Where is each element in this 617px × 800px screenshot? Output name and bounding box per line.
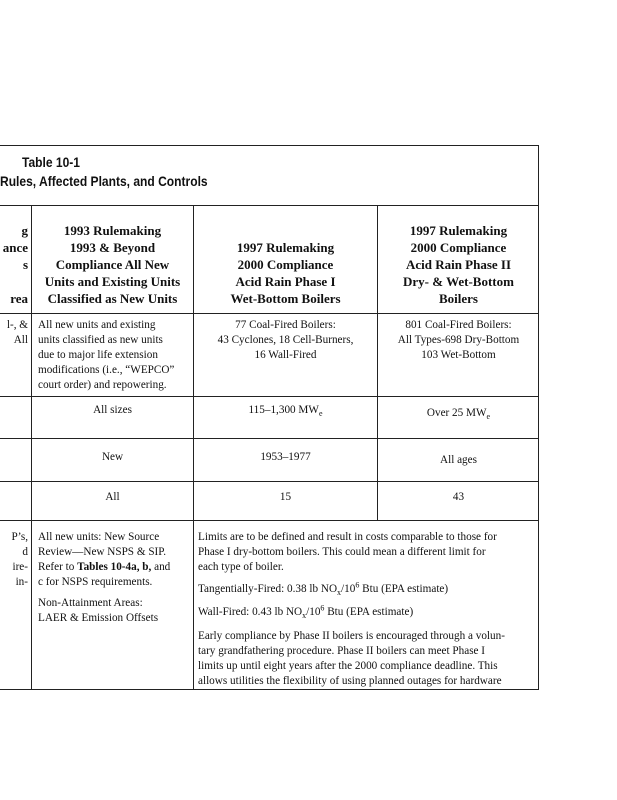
- tangential-limit: Tangentially-Fired: 0.38 lb $NO_x/10^6$ Btu (EPA estimate): [198, 580, 449, 598]
- row1-col1: All new units and existing units classified as new units due to major life extension modifications (i.e., “WEPCO” court order) and repowering.: [38, 319, 175, 391]
- table-number: Table 10-1: [22, 154, 80, 170]
- row3-col1: New: [101, 451, 124, 463]
- row2-rule: [0, 438, 539, 439]
- row3-col3: All ages: [440, 454, 477, 466]
- caption-rule: [0, 205, 539, 206]
- early-compliance: Early compliance by Phase II boilers is encouraged through a volun- tary grandfathering procedure. Phase II boilers can meet Phase I limits up until eight years after the 2000 compliance deadline. This allows utilities the flexibility of using planned outages for hardware: [198, 630, 505, 687]
- row4-col3: 43: [452, 491, 465, 503]
- row2-col1: All sizes: [93, 404, 132, 416]
- header-col3: 1997 Rulemaking 2000 Compliance Acid Rain Phase II Dry- & Wet-Bottom Boilers: [403, 223, 514, 306]
- row1-col2: 77 Coal-Fired Boilers: 43 Cyclones, 18 Cell-Burners, 16 Wall-Fired: [217, 319, 354, 361]
- row4-rule: [0, 520, 539, 521]
- row5-col0: P’s, d ire- in-: [11, 531, 28, 588]
- row4-col2: 15: [279, 491, 292, 503]
- row3-rule: [0, 481, 539, 482]
- row1-col3: 801 Coal-Fired Boilers: All Types-698 Dry-Bottom 103 Wet-Bottom: [397, 319, 520, 361]
- header-col0: g ance s rea: [2, 223, 28, 306]
- row5-col1: All new units: New Source Review—New NSPS & SIP. Refer to Tables 10-4a, b, and c for NSPS requirements. Non-Attainment Areas: LAER & Emission Offsets: [38, 531, 171, 624]
- row3-col2: 1953–1977: [260, 451, 311, 463]
- header-col1: 1993 Rulemaking 1993 & Beyond Compliance All New Units and Existing Units Classified as New Units: [44, 223, 181, 306]
- row5-col2-limits: Limits are to be defined and result in costs comparable to those for Phase I dry-bottom boilers. This could mean a different limit for each type of boiler. Tangentially-Fired: 0.38 lb $NO_x/10^6$ Btu (EPA estimate) Wall-Fired: 0.43 lb $NO_x/10^6$ Btu (EPA estimate) Early compliance by Phase II boilers is encouraged through a volun- tary grandfathering procedure. Phase II boilers can meet Phase I limits up until eight years after the 2000 compliance deadline. This allows utilities the flexibility of using planned outages for hardware: [198, 530, 538, 694]
- row2-col2: 115–1,300 $MW_e$: [248, 404, 323, 419]
- row4-col1: All: [105, 491, 120, 503]
- table-title: Rules, Affected Plants, and Controls: [0, 173, 208, 189]
- wall-limit: Wall-Fired: 0.43 lb $NO_x/10^6$ Btu (EPA estimate): [198, 603, 414, 621]
- header-col2: 1997 Rulemaking 2000 Compliance Acid Rain Phase I Wet-Bottom Boilers: [230, 240, 341, 306]
- row2-col3: Over 25 $MW_e$: [426, 407, 491, 422]
- header-rule: [0, 313, 539, 314]
- row1-col0: l-, & All: [6, 319, 28, 346]
- row1-rule: [0, 396, 539, 397]
